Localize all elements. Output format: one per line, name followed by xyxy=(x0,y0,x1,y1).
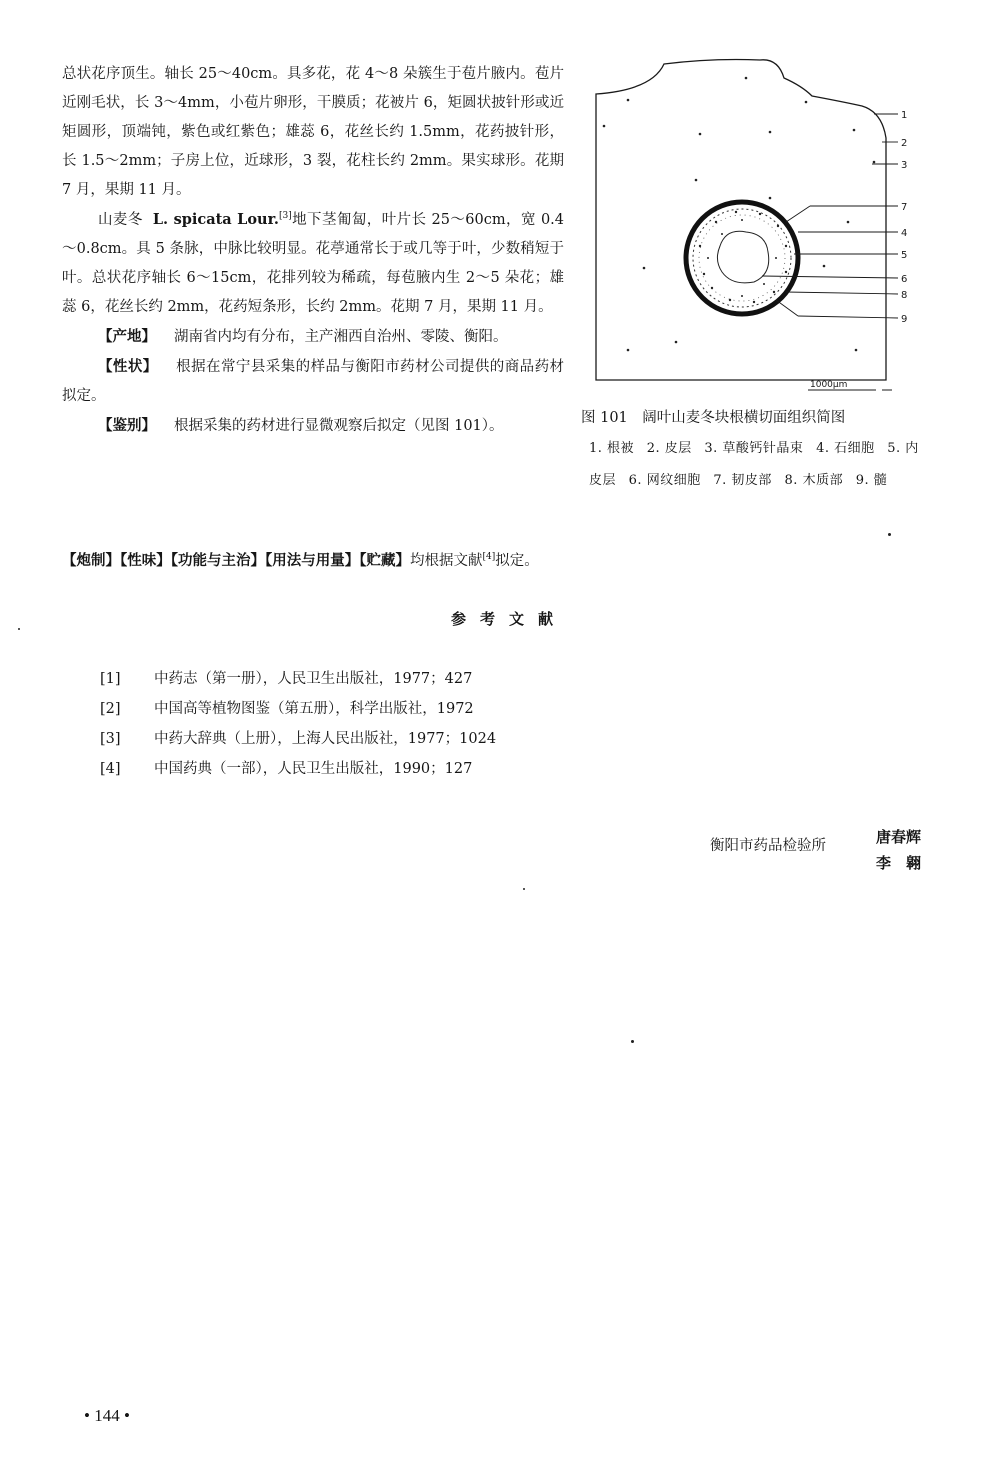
page-number: • 144 • xyxy=(84,1406,130,1425)
legend-item: 6. 网纹细胞 xyxy=(628,473,701,488)
reference-text: 中国药典（一部），人民卫生出版社，1990；127 xyxy=(154,761,473,777)
affiliation: 衡阳市药品检验所 xyxy=(710,838,826,854)
legend-item: 7. 韧皮部 xyxy=(713,473,772,488)
section-origin-text: 湖南省内均有分布，主产湘西自治州、零陵、衡阳。 xyxy=(174,329,508,345)
endodermis-ring xyxy=(686,202,798,314)
reference-item xyxy=(100,727,800,757)
body-text-column xyxy=(62,60,564,441)
callout-3: 3 xyxy=(901,160,908,171)
section-origin xyxy=(62,322,564,352)
scan-speck xyxy=(523,888,525,890)
callout-1: 1 xyxy=(901,110,908,121)
species-paragraph xyxy=(62,205,564,322)
callout-7: 7 xyxy=(901,202,908,213)
reference-number: [1] xyxy=(100,671,121,687)
processing-text-before: 均根据文献 xyxy=(410,553,483,569)
species-latin: L. spicata Lour. xyxy=(152,211,279,228)
scale-label: 1000μm xyxy=(810,380,848,390)
legend-item: 3. 草酸钙针晶束 xyxy=(704,441,804,456)
legend-item: 8. 木质部 xyxy=(784,473,844,488)
section-outline xyxy=(596,60,886,381)
reference-text: 中国高等植物图鉴（第五册），科学出版社，1972 xyxy=(154,701,474,717)
pith-outline xyxy=(717,231,768,283)
legend-item: 4. 石细胞 xyxy=(816,441,875,456)
reference-text: 中药志（第一册），人民卫生出版社，1977；427 xyxy=(154,671,473,687)
species-ref: [3] xyxy=(278,211,292,222)
callout-4: 4 xyxy=(901,228,908,239)
reference-text: 中药大辞典（上册），上海人民出版社，1977；1024 xyxy=(154,731,497,747)
legend-item: 5. 内皮层 xyxy=(589,441,919,488)
section-identification-text: 根据采集的药材进行显微观察后拟定（见图 101）。 xyxy=(174,418,504,434)
figure-legend xyxy=(589,433,931,497)
callout-9: 9 xyxy=(901,314,908,325)
author-name: 唐春辉 xyxy=(876,828,922,846)
legend-item: 2. 皮层 xyxy=(646,441,692,456)
section-properties-label: 【性状】 xyxy=(98,358,158,375)
scan-speck xyxy=(888,533,891,536)
reference-number: [2] xyxy=(100,701,121,717)
section-identification-label: 【鉴别】 xyxy=(98,417,156,434)
processing-ref: [4] xyxy=(482,552,496,563)
callout-5: 5 xyxy=(901,250,908,261)
legend-item: 9. 髓 xyxy=(855,473,888,488)
references-heading: 参考文献 xyxy=(450,610,567,628)
legend-item: 1. 根被 xyxy=(589,441,635,456)
figure-101-drawing xyxy=(592,50,932,400)
reference-item xyxy=(100,697,800,727)
species-text: 地下茎匍匐，叶片长 25～60cm，宽 0.4～0.8cm。具 5 条脉，中脉比较明显。花葶通常长于或几等于叶，少数稍短于叶。总状花序轴长 6～15cm，花排列较为稀疏，每苞腋内生 2～5 朵花；雄蕊 6，花丝长约 2mm，花药短条形，长约 2mm。花期 7 月，果期 11 月。 xyxy=(62,212,565,315)
continuation-paragraph: 总状花序顶生。轴长 25～40cm。具多花，花 4～8 朵簇生于苞片腋内。苞片近刚毛状，长 3～4mm，小苞片卵形，干膜质；花被片 6，矩圆状披针形或近矩圆形，顶端钝，紫色或红紫色；雄蕊 6，花丝长约 1.5mm，花药披针形，长 1.5～2mm；子房上位，近球形，3 裂，花柱长约 2mm。果实球形。花期 7 月，果期 11 月。 xyxy=(62,66,564,198)
author-list xyxy=(876,824,921,876)
processing-labels: 【炮制】【性味】【功能与主治】【用法与用量】【贮藏】 xyxy=(62,552,410,569)
author-name: 李 翱 xyxy=(876,854,922,872)
scan-speck xyxy=(631,1040,634,1043)
callout-8: 8 xyxy=(901,290,908,301)
reference-item xyxy=(100,757,800,787)
reference-item xyxy=(100,667,800,697)
reference-number: [4] xyxy=(100,761,121,777)
section-origin-label: 【产地】 xyxy=(98,328,156,345)
scan-speck xyxy=(18,628,20,630)
figure-title: 图 101 阔叶山麦冬块根横切面组织简图 xyxy=(581,410,846,426)
processing-line xyxy=(62,548,932,574)
callout-6: 6 xyxy=(901,274,908,285)
callout-2: 2 xyxy=(901,138,908,149)
processing-text-after: 拟定。 xyxy=(495,553,539,569)
references-list xyxy=(100,667,800,787)
reference-number: [3] xyxy=(100,731,121,747)
section-properties xyxy=(62,352,564,411)
section-identification xyxy=(62,411,564,441)
section-properties-text: 根据在常宁县采集的样品与衡阳市药材公司提供的商品药材拟定。 xyxy=(62,359,564,404)
species-name: 山麦冬 xyxy=(98,212,143,228)
